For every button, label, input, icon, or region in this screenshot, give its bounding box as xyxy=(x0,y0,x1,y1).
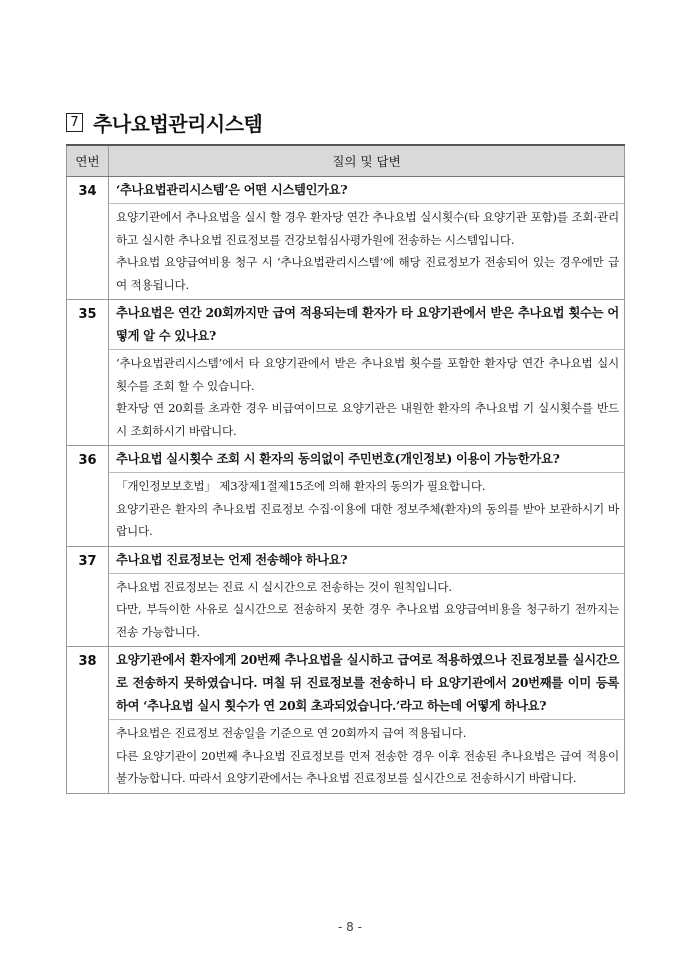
row-number: 34 xyxy=(67,177,109,300)
section-heading xyxy=(66,108,262,137)
row-number: 37 xyxy=(67,546,109,647)
answer-block xyxy=(109,473,624,546)
section-number-box: 7 xyxy=(66,113,83,132)
qa-table xyxy=(66,144,625,794)
answer-paragraph: 추나요법 진료정보는 진료 시 실시간으로 전송하는 것이 원칙입니다. xyxy=(116,579,452,594)
answer-paragraph: ‘추나요법관리시스템’에서 타 요양기관에서 받은 추나요법 횟수를 포함한 환자당 연간 추나요법 실시횟수를 조회 할 수 있습니다. xyxy=(116,356,619,393)
answer-paragraph: 요양기관은 환자의 추나요법 진료정보 수집·이용에 대한 정보주체(환자)의 동의를 받아 보관하시기 바랍니다. xyxy=(116,501,619,538)
question-text: 요양기관에서 환자에게 20번째 추나요법을 실시하고 급여로 적용하였으나 진료정보를 실시간으로 전송하지 못하였습니다. 며칠 뒤 진료정보를 전송하니 타 요양기관에서 20번째를 이미 등록하여 ‘추나요법 실시 횟수가 연 20회 초과되었습니다.’라고 하는데 어떻게 하나요? xyxy=(109,647,624,720)
table-row xyxy=(67,177,625,300)
row-number: 36 xyxy=(67,446,109,547)
answer-block xyxy=(109,720,624,793)
row-content xyxy=(109,546,625,647)
table-header-row xyxy=(67,145,625,177)
answer-paragraph: 다른 요양기관이 20번째 추나요법 진료정보를 먼저 전송한 경우 이후 전송된 추나요법은 급여 적용이 불가능합니다. 따라서 요양기관에서는 추나요법 진료정보를 실시간으로 전송하시기 바랍니다. xyxy=(116,748,619,785)
section-title: 추나요법관리시스템 xyxy=(93,112,263,136)
question-text: 추나요법 진료정보는 언제 전송해야 하나요? xyxy=(109,547,624,574)
answer-paragraph: 「개인정보보호법」 제3장제1절제15조에 의해 환자의 동의가 필요합니다. xyxy=(116,479,486,493)
answer-paragraph: 요양기관에서 추나요법을 실시 할 경우 환자당 연간 추나요법 실시횟수(타 요양기관 포함)를 조회·관리하고 실시한 추나요법 진료정보를 건강보험심사평가원에 전송하는 시스템입니다. xyxy=(116,210,619,247)
answer-paragraph: 추나요법 요양급여비용 청구 시 ‘추나요법관리시스템’에 해당 진료정보가 전송되어 있는 경우에만 급여 적용됩니다. xyxy=(116,255,619,292)
row-number: 35 xyxy=(67,300,109,446)
table-row xyxy=(67,647,625,794)
answer-paragraph: 다만, 부득이한 사유로 실시간으로 전송하지 못한 경우 추나요법 요양급여비용을 청구하기 전까지는 전송 가능합니다. xyxy=(116,602,619,639)
question-text: 추나요법 실시횟수 조회 시 환자의 동의없이 주민번호(개인정보) 이용이 가능한가요? xyxy=(109,446,624,473)
answer-paragraph: 추나요법은 진료정보 전송일을 기준으로 연 20회까지 급여 적용됩니다. xyxy=(116,726,467,740)
page-number: - 8 - xyxy=(338,920,362,934)
question-text: ‘추나요법관리시스템’은 어떤 시스템인가요? xyxy=(109,177,624,204)
row-content xyxy=(109,647,625,794)
answer-block xyxy=(109,350,624,445)
header-num: 연번 xyxy=(67,145,109,177)
table-row xyxy=(67,546,625,647)
row-content xyxy=(109,300,625,446)
header-qa: 질의 및 답변 xyxy=(109,145,625,177)
row-content xyxy=(109,177,625,300)
answer-block xyxy=(109,574,624,647)
table-row xyxy=(67,300,625,446)
answer-paragraph: 환자당 연 20회를 초과한 경우 비급여이므로 요양기관은 내원한 환자의 추나요법 기 실시횟수를 반드시 조회하시기 바랍니다. xyxy=(116,401,619,438)
row-content xyxy=(109,446,625,547)
answer-block xyxy=(109,204,624,299)
table-row xyxy=(67,446,625,547)
row-number: 38 xyxy=(67,647,109,794)
question-text: 추나요법은 연간 20회까지만 급여 적용되는데 환자가 타 요양기관에서 받은 추나요법 횟수는 어떻게 알 수 있나요? xyxy=(109,300,624,350)
